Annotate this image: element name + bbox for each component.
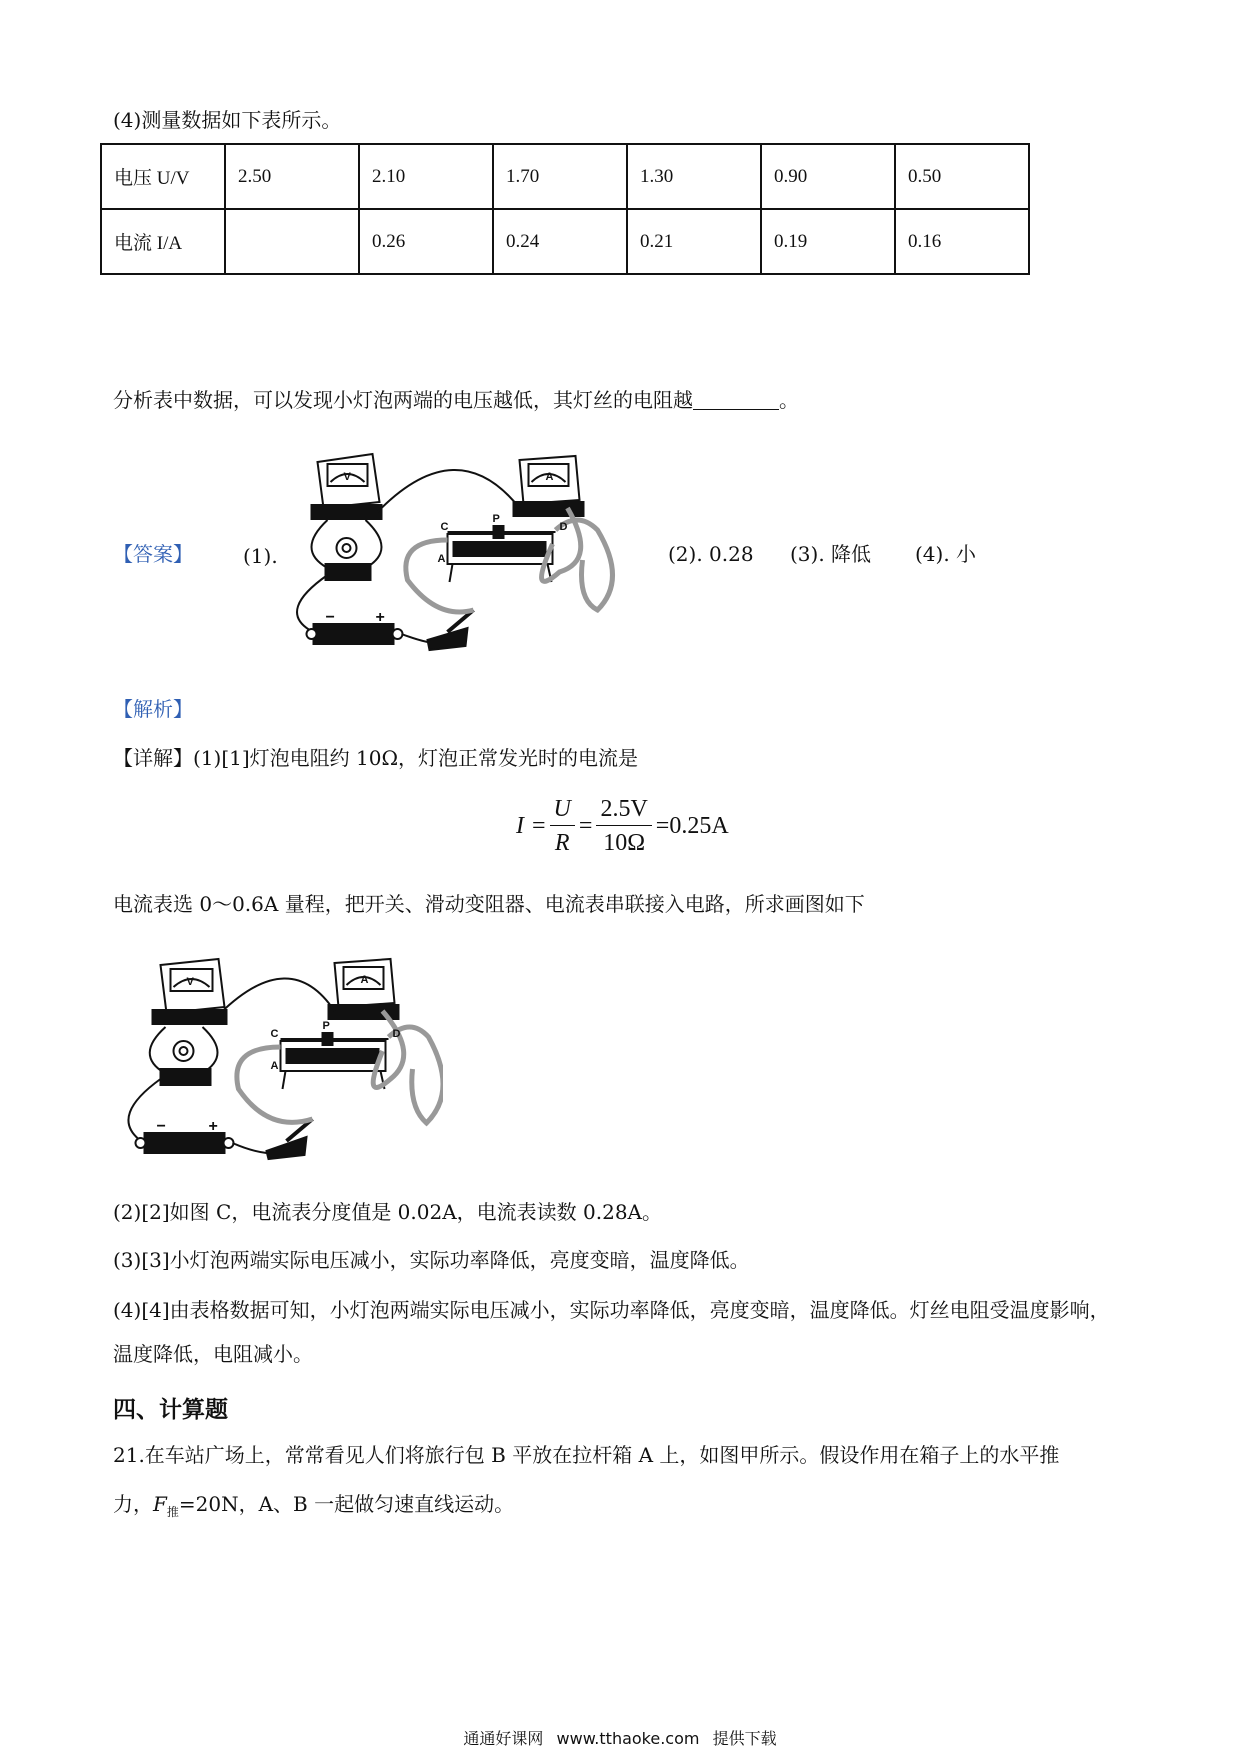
q21-post: =20N，A、B 一起做匀速直线运动。 [178, 1492, 515, 1516]
answer-blank [693, 389, 779, 410]
q21-pre: 力， [113, 1492, 153, 1516]
formula-u: U [550, 793, 575, 826]
slider-p-label: P [492, 513, 500, 525]
answer-tag: 【答案】 [113, 542, 193, 566]
explanation-3: (3)[3]小灯泡两端实际电压减小，实际功率降低，亮度变暗，温度降低。 [113, 1248, 750, 1272]
formula-result: =0.25A [655, 813, 729, 839]
table-cell: 电流 I/A [101, 209, 225, 274]
answer-item-2: (2). 0.28 [668, 542, 754, 566]
terminal-c-label: C [270, 1028, 279, 1040]
answer-item-1: (1). [243, 544, 278, 568]
analysis-end: 。 [779, 388, 799, 412]
formula-equals: = [578, 813, 593, 839]
formula-i: I [516, 813, 524, 839]
range-line: 电流表选 0～0.6A 量程，把开关、滑动变阻器、电流表串联接入电路，所求画图如下 [113, 892, 865, 916]
table-cell: 2.50 [225, 144, 359, 209]
section-heading: 四、计算题 [113, 1397, 228, 1423]
voltmeter-label: V [343, 471, 351, 483]
slider-p-label: P [322, 1020, 330, 1032]
table-cell: 0.16 [895, 209, 1029, 274]
analysis-question [113, 386, 799, 414]
table-cell [225, 209, 359, 274]
table-intro: (4)测量数据如下表所示。 [113, 108, 342, 132]
table-cell: 2.10 [359, 144, 493, 209]
page-footer [0, 1726, 1240, 1749]
formula-fraction-ur [550, 793, 575, 860]
table-cell: 0.50 [895, 144, 1029, 209]
footer-site: 通通好课网 [463, 1729, 544, 1748]
explanation-2: (2)[2]如图 C，电流表分度值是 0.02A，电流表读数 0.28A。 [113, 1200, 662, 1224]
current-formula [512, 793, 733, 860]
table-cell: 0.26 [359, 209, 493, 274]
formula-r: R [554, 830, 570, 856]
analysis-text: 分析表中数据，可以发现小灯泡两端的电压越低，其灯丝的电阻越 [113, 388, 693, 412]
measurement-table [100, 143, 1030, 275]
table-cell: 0.24 [493, 209, 627, 274]
explanation-4: (4)[4]由表格数据可知，小灯泡两端实际电压减小，实际功率降低，亮度变暗，温度降低。灯丝电阻受温度影响，温度降低，电阻减小。 [113, 1298, 1110, 1366]
battery-plus-label: + [375, 609, 385, 626]
battery-minus-label: − [156, 1118, 166, 1135]
terminal-d-label: D [392, 1028, 401, 1040]
table-cell: 0.19 [761, 209, 895, 274]
circuit-diagram-solution [118, 955, 443, 1170]
question-21-line-1: 21.在车站广场上，常常看见人们将旅行包 B 平放在拉杆箱 A 上，如图甲所示。假设作用在箱子上的水平推 [113, 1443, 1060, 1467]
formula-denominator: 10Ω [603, 830, 646, 856]
terminal-a-label: A [270, 1060, 279, 1072]
table-cell: 0.21 [627, 209, 761, 274]
table-cell: 0.90 [761, 144, 895, 209]
analysis-tag: 【解析】 [113, 697, 193, 721]
formula-equals: = [532, 813, 546, 839]
force-symbol: F [153, 1492, 167, 1516]
circuit-diagram-answer [295, 450, 620, 665]
table-cell: 1.70 [493, 144, 627, 209]
footer-note: 提供下载 [712, 1729, 777, 1748]
table-row-current [101, 209, 1029, 274]
formula-fraction-values [596, 793, 651, 860]
terminal-d-label: D [559, 521, 568, 533]
table-row-voltage [101, 144, 1029, 209]
ammeter-label: A [545, 471, 554, 483]
terminal-c-label: C [440, 521, 449, 533]
force-subscript: 推 [166, 1505, 179, 1519]
ammeter-label: A [360, 974, 369, 986]
voltmeter-label: V [186, 976, 194, 988]
answer-item-4: (4). 小 [915, 542, 977, 566]
terminal-a-label: A [437, 553, 446, 565]
table-cell: 电压 U/V [101, 144, 225, 209]
question-21-line-2 [113, 1490, 514, 1526]
answer-item-3: (3). 降低 [790, 542, 872, 566]
table-cell: 1.30 [627, 144, 761, 209]
detail-line: 【详解】(1)[1]灯泡电阻约 10Ω，灯泡正常发光时的电流是 [113, 746, 639, 770]
formula-numerator: 2.5V [596, 793, 651, 826]
battery-plus-label: + [208, 1118, 218, 1135]
footer-url[interactable]: www.tthaoke.com [556, 1729, 700, 1748]
battery-minus-label: − [325, 609, 335, 626]
